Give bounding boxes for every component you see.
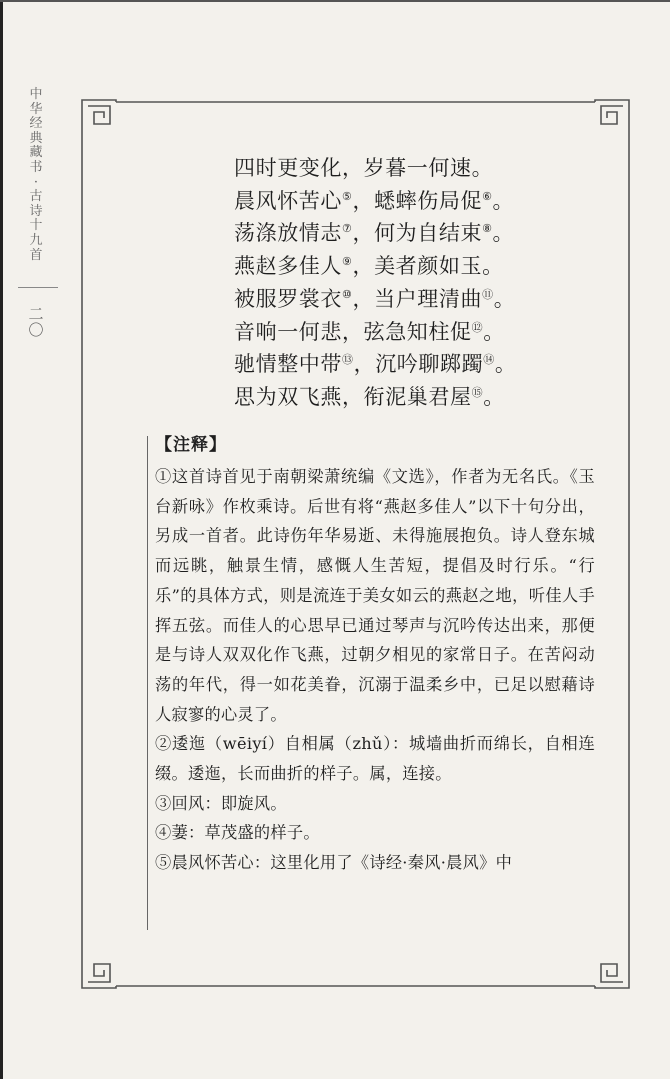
note-item: ②逶迤（wēiyí）自相属（zhǔ）：城墙曲折而绵长，自相连缀。逶迤，长而曲折的样子。属，连接。: [155, 734, 595, 784]
book-series-title: 中华经典藏书·古诗十九首: [29, 87, 43, 263]
note-item: ⑤晨风怀苦心：这里化用了《诗经·秦风·晨风》中: [155, 853, 513, 873]
footnote-marker: ⑫: [471, 320, 484, 334]
annotations-section: [155, 432, 595, 878]
footnote-marker: ⑪: [482, 287, 494, 301]
footnote-marker: ⑭: [483, 353, 495, 367]
footnote-marker: ⑮: [471, 385, 484, 399]
footnote-marker: ⑤: [342, 189, 353, 203]
footnote-marker: ⑧: [482, 222, 493, 236]
poem-line: 荡涤放情志⑦，何为自结束⑧。: [234, 221, 515, 246]
page-left-edge: [0, 0, 3, 1079]
notes-side-rule: [147, 436, 148, 930]
footnote-marker: ⑨: [342, 255, 353, 269]
poem-line: 思为双飞燕，衔泥巢君屋⑮。: [234, 384, 505, 409]
footnote-marker: ⑩: [342, 287, 353, 301]
footnote-marker: ⑥: [482, 189, 493, 203]
footnote-marker: ⑬: [342, 353, 354, 367]
poem-body: [234, 152, 614, 414]
page-top-edge: [0, 0, 670, 2]
poem-line: 晨风怀苦心⑤，蟋蟀伤局促⑥。: [234, 188, 515, 213]
footnote-marker: ⑦: [342, 222, 353, 236]
poem-line: 燕赵多佳人⑨，美者颜如玉。: [234, 254, 504, 279]
poem-line: 驰情整中带⑬，沉吟聊踯躅⑭。: [234, 352, 517, 377]
poem-line: 音响一何悲，弦急知柱促⑫。: [234, 319, 505, 344]
note-item: ①这首诗首见于南朝梁萧统编《文选》，作者为无名氏。《玉台新咏》作枚乘诗。后世有将“燕赵多佳人”以下十句分出，另成一首者。此诗伤年华易逝、未得施展抱负。诗人登东城而远眺，触景生情，感慨人生苦短，提倡及时行乐。“行乐”的具体方式，则是流连于美女如云的燕赵之地，听佳人手挥五弦。而佳人的心思早已通过琴声与沉吟传达出来，那便是与诗人双双化作飞燕，过朝夕相见的家常日子。在苦闷动荡的年代，得一如花美眷，沉溺于温柔乡中，已足以慰藉诗人寂寥的心灵了。: [155, 467, 595, 724]
side-divider: [18, 287, 58, 288]
page-number: 二〇: [28, 305, 44, 339]
note-item: ③回风：即旋风。: [155, 793, 287, 813]
note-item: ④萋：草茂盛的样子。: [155, 823, 320, 843]
notes-heading: 【注释】: [155, 435, 227, 455]
poem-line: 被服罗裳衣⑩，当户理清曲⑪。: [234, 286, 516, 311]
poem-line: 四时更变化，岁暮一何速。: [234, 156, 494, 180]
